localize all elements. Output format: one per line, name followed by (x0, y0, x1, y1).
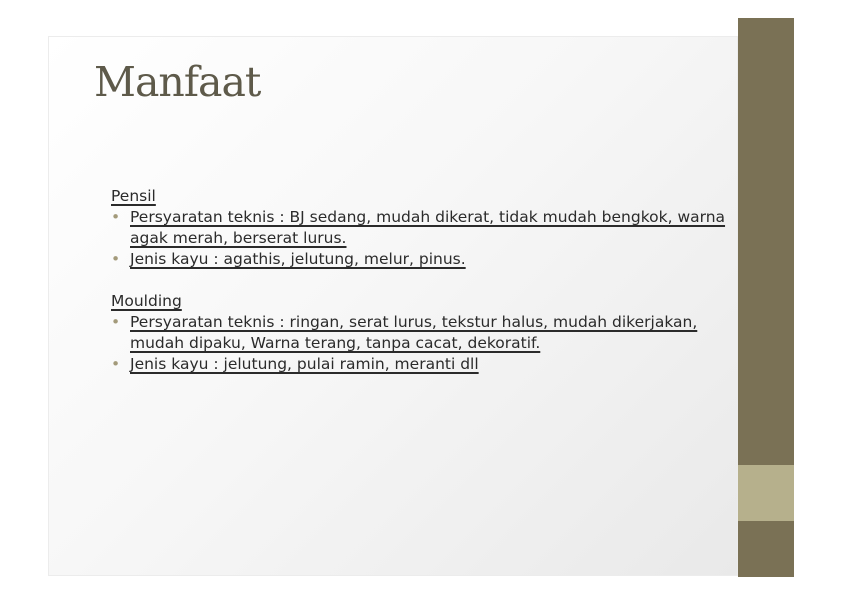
section-pensil (111, 186, 741, 270)
side-accent (738, 465, 794, 521)
section-heading: Pensil (111, 187, 156, 205)
list-item (111, 249, 741, 270)
bullet-list (111, 207, 741, 270)
bullet-text: Persyaratan teknis : ringan, serat lurus, tekstur halus, mudah dikerjakan, mudah dipaku, Warna terang, tanpa cacat, dekoratif. (130, 313, 698, 352)
list-item (111, 207, 741, 249)
slide-title: Manfaat (94, 58, 261, 106)
list-item (111, 354, 741, 375)
bullet-text: Jenis kayu : agathis, jelutung, melur, pinus. (130, 250, 466, 268)
bullet-list (111, 312, 741, 375)
bullet-icon: • (111, 355, 121, 373)
bullet-icon: • (111, 250, 121, 268)
bullet-icon: • (111, 313, 121, 331)
bullet-icon: • (111, 208, 121, 226)
section-heading: Moulding (111, 292, 182, 310)
bullet-text: Jenis kayu : jelutung, pulai ramin, meranti dll (130, 355, 479, 373)
section-moulding (111, 291, 741, 375)
slide-content (111, 186, 741, 375)
list-item (111, 312, 741, 354)
bullet-text: Persyaratan teknis : BJ sedang, mudah dikerat, tidak mudah bengkok, warna agak merah, berserat lurus. (130, 208, 726, 247)
